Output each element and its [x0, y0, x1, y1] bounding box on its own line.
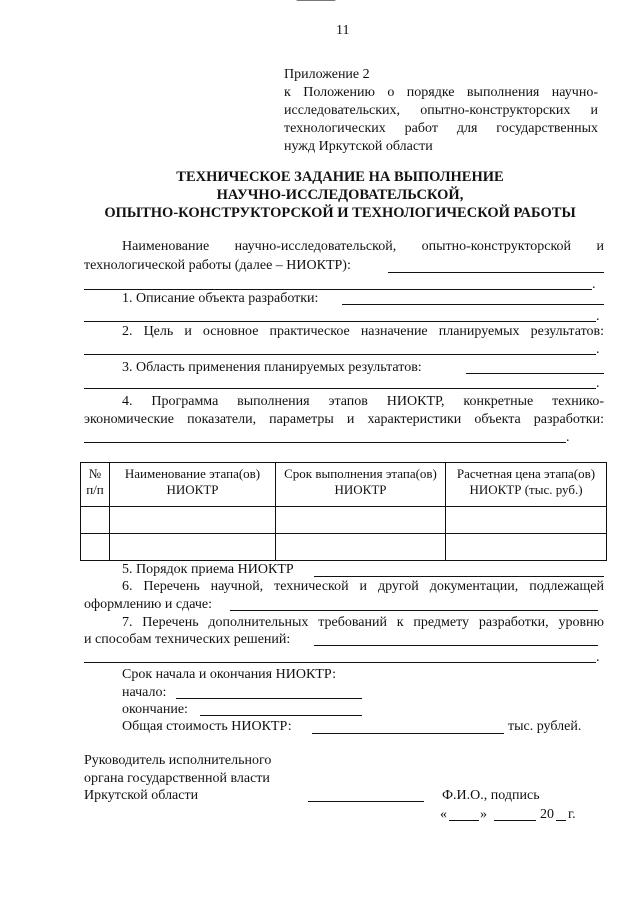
- item-3-blank[interactable]: [466, 373, 604, 374]
- table-row: [81, 534, 607, 561]
- item-1-blank[interactable]: [342, 304, 604, 305]
- item-7-blank-2[interactable]: [84, 662, 596, 663]
- table-header-stage-name: Наименование этапа(ов) НИОКТР: [110, 463, 276, 507]
- table-cell[interactable]: [276, 534, 446, 561]
- item-2-end-dot: .: [596, 342, 600, 357]
- item-4-line-1: 4. Программа выполнения этапов НИОКТР, конкретные технико-: [122, 394, 604, 409]
- item-7-end-dot: .: [596, 650, 600, 665]
- total-cost-currency: тыс. рублей.: [508, 719, 582, 734]
- item-6-line-2: оформлению и сдаче:: [84, 597, 212, 612]
- intro-name-blank[interactable]: [388, 272, 604, 273]
- terms-start-label: начало:: [122, 685, 167, 700]
- terms-end-blank[interactable]: [200, 715, 362, 716]
- table-cell[interactable]: [81, 507, 110, 534]
- appendix-line-2: исследовательских, опытно-конструкторских и: [284, 103, 598, 118]
- table-cell[interactable]: [446, 507, 607, 534]
- item-7-line-1: 7. Перечень дополнительных требований к предмету разработки, уровню: [122, 615, 604, 630]
- total-cost-label: Общая стоимость НИОКТР:: [122, 719, 292, 734]
- item-6-blank[interactable]: [230, 610, 598, 611]
- document-title-line-1: ТЕХНИЧЕСКОЕ ЗАДАНИЕ НА ВЫПОЛНЕНИЕ: [176, 169, 504, 185]
- date-month-blank[interactable]: [494, 820, 536, 821]
- item-7-line-2: и способам технических решений:: [84, 632, 291, 647]
- page-number: 11: [336, 23, 350, 38]
- stages-table: [80, 462, 607, 561]
- item-5-label: 5. Порядок приема НИОКТР: [122, 562, 294, 577]
- table-cell[interactable]: [81, 534, 110, 561]
- item-3-end-dot: .: [596, 376, 600, 391]
- item-2-blank[interactable]: [84, 354, 596, 355]
- document-title-line-3: ОПЫТНО-КОНСТРУКТОРСКОЙ И ТЕХНОЛОГИЧЕСКОЙ РАБОТЫ: [104, 205, 576, 221]
- table-cell[interactable]: [110, 534, 276, 561]
- item-1-end-dot: .: [596, 309, 600, 324]
- table-cell[interactable]: [276, 507, 446, 534]
- table-cell[interactable]: [446, 534, 607, 561]
- page-top-mark: [296, 0, 336, 1]
- date-year-blank[interactable]: [556, 820, 566, 821]
- date-quote-close: »: [480, 807, 487, 822]
- intro-end-dot: .: [592, 277, 596, 292]
- table-header-stage-term: Срок выполнения этапа(ов) НИОКТР: [276, 463, 446, 507]
- item-6-line-1: 6. Перечень научной, технической и другой документации, подлежащей: [122, 579, 604, 594]
- item-5-blank[interactable]: [314, 576, 604, 577]
- document-title-line-2: НАУЧНО-ИССЛЕДОВАТЕЛЬСКОЙ,: [216, 187, 464, 203]
- item-2-label: 2. Цель и основное практическое назначение планируемых результатов:: [122, 324, 604, 339]
- intro-line-2: технологической работы (далее – НИОКТР):: [84, 258, 351, 273]
- item-1-label: 1. Описание объекта разработки:: [122, 291, 319, 306]
- appendix-line-4: нужд Иркутской области: [284, 139, 433, 154]
- date-quote-open: «: [440, 807, 447, 822]
- table-row: [81, 507, 607, 534]
- item-3-blank-2[interactable]: [84, 388, 596, 389]
- intro-line-1: Наименование научно-исследовательской, опытно-конструкторской и: [122, 239, 604, 254]
- table-header-number: № п/п: [81, 463, 110, 507]
- total-cost-blank[interactable]: [312, 733, 504, 734]
- date-day-blank[interactable]: [449, 820, 479, 821]
- name-signature-caption: Ф.И.О., подпись: [442, 788, 540, 803]
- table-header-row: [81, 463, 607, 507]
- signatory-line-3: Иркутской области: [84, 788, 199, 803]
- date-year-suffix: г.: [568, 807, 576, 822]
- appendix-line-3: технологических работ для государственных: [284, 121, 598, 136]
- item-7-blank[interactable]: [314, 645, 598, 646]
- item-4-blank[interactable]: [84, 442, 566, 443]
- item-4-end-dot: .: [566, 430, 570, 445]
- appendix-label: Приложение 2: [284, 67, 370, 82]
- item-1-blank-2[interactable]: [84, 321, 596, 322]
- terms-heading: Срок начала и окончания НИОКТР:: [122, 667, 337, 682]
- terms-end-label: окончание:: [122, 702, 188, 717]
- date-year-prefix: 20: [540, 807, 554, 822]
- item-3-label: 3. Область применения планируемых результатов:: [122, 360, 422, 375]
- item-4-line-2: экономические показатели, параметры и характеристики объекта разработки:: [84, 412, 604, 427]
- signatory-line-2: органа государственной власти: [84, 771, 270, 786]
- signatory-line-1: Руководитель исполнительного: [84, 753, 272, 768]
- appendix-line-1: к Положению о порядке выполнения научно-: [284, 85, 598, 100]
- terms-start-blank[interactable]: [176, 698, 362, 699]
- signature-blank[interactable]: [308, 801, 424, 802]
- table-cell[interactable]: [110, 507, 276, 534]
- table-header-stage-price: Расчетная цена этапа(ов) НИОКТР (тыс. руб.): [446, 463, 607, 507]
